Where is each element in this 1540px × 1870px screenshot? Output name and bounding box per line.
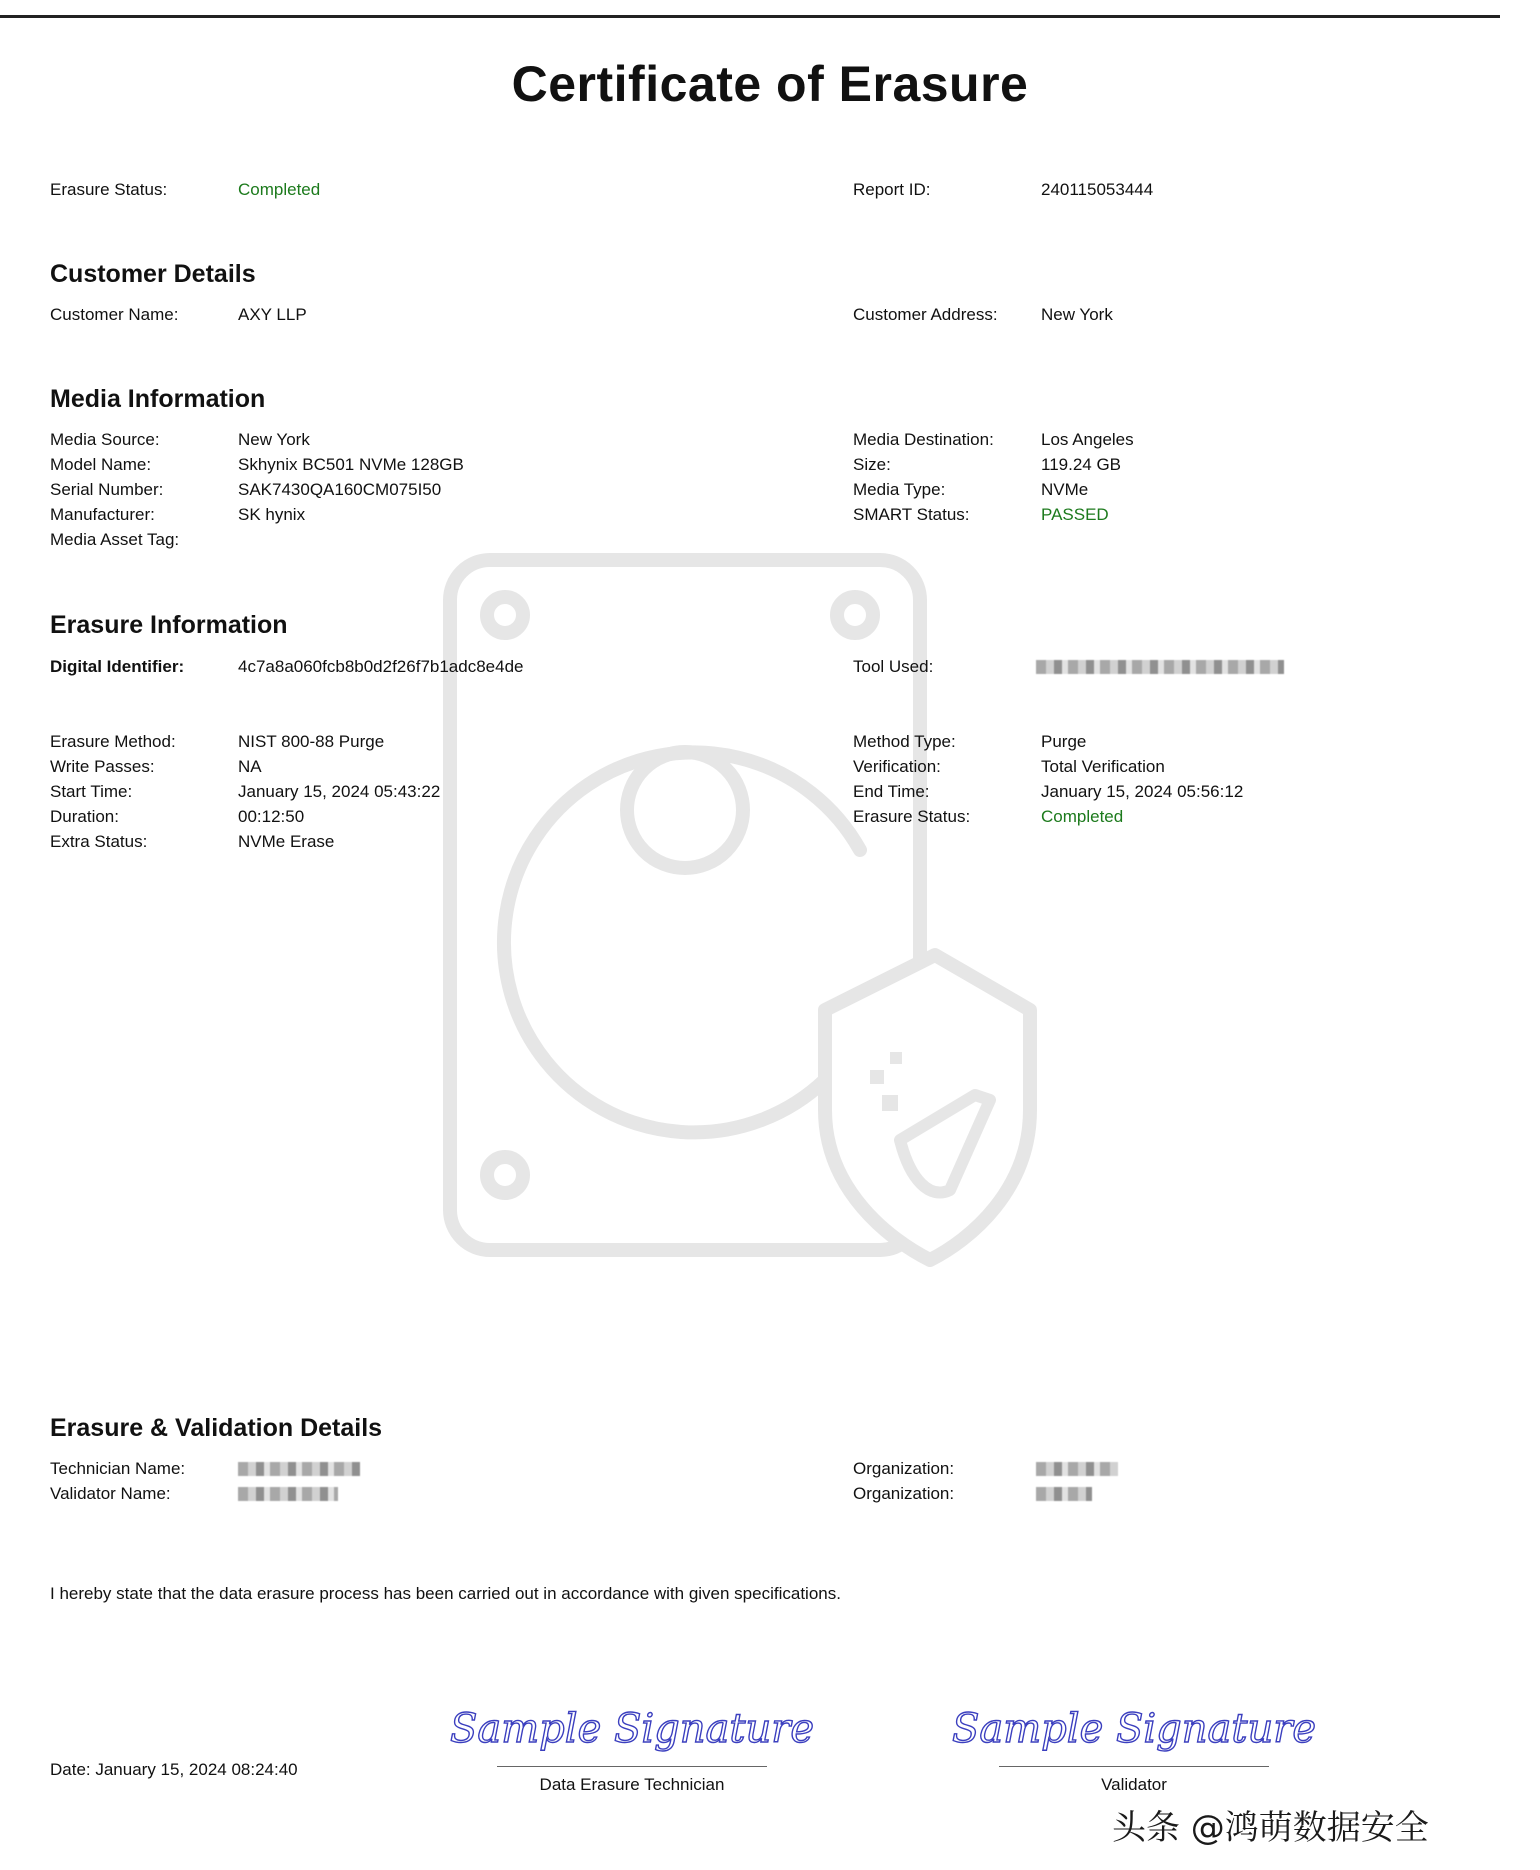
technician-signature-caption: Data Erasure Technician — [539, 1775, 725, 1794]
start-time-value: January 15, 2024 05:43:22 — [238, 782, 441, 801]
organization-label-2: Organization: — [853, 1484, 955, 1503]
organization-1-redacted — [1036, 1462, 1118, 1476]
validator-name-redacted — [238, 1487, 338, 1501]
serial-number-value: SAK7430QA160CM075I50 — [238, 480, 442, 499]
organization-label-1: Organization: — [853, 1459, 955, 1478]
method-type-value: Purge — [1041, 732, 1087, 751]
model-name-value: Skhynix BC501 NVMe 128GB — [238, 455, 464, 474]
manufacturer-value: SK hynix — [238, 505, 306, 524]
customer-name-value: AXY LLP — [238, 305, 307, 324]
technician-signature-text: Sample Signature — [449, 1706, 815, 1752]
validator-name-label: Validator Name: — [50, 1484, 171, 1503]
validator-signature-line — [999, 1766, 1269, 1767]
write-passes-value: NA — [238, 757, 262, 776]
serial-number-label: Serial Number: — [50, 480, 164, 499]
erasure-method-value: NIST 800-88 Purge — [238, 732, 385, 751]
media-type-label: Media Type: — [853, 480, 946, 499]
media-destination-label: Media Destination: — [853, 430, 994, 449]
declaration-statement: I hereby state that the data erasure process has been carried out in accordance with given specifications. — [50, 1584, 841, 1603]
hard-drive-shield-icon — [430, 540, 1050, 1280]
technician-signature-image — [449, 1690, 815, 1760]
validation-details-heading: Erasure & Validation Details — [50, 1414, 383, 1442]
top-rule — [0, 15, 1500, 18]
duration-value: 00:12:50 — [238, 807, 305, 826]
digital-identifier-value: 4c7a8a060fcb8b0d2f26f7b1adc8e4de — [238, 657, 524, 676]
customer-name-label: Customer Name: — [50, 305, 179, 324]
erasure-method-label: Erasure Method: — [50, 732, 176, 751]
media-source-label: Media Source: — [50, 430, 160, 449]
duration-label: Duration: — [50, 807, 119, 826]
customer-address-label: Customer Address: — [853, 305, 998, 324]
smart-status-value: PASSED — [1041, 505, 1109, 524]
start-time-label: Start Time: — [50, 782, 133, 801]
media-asset-tag-label: Media Asset Tag: — [50, 530, 180, 549]
technician-name-label: Technician Name: — [50, 1459, 186, 1478]
digital-identifier-label: Digital Identifier: — [50, 657, 185, 676]
media-information-heading: Media Information — [50, 385, 266, 413]
customer-address-value: New York — [1041, 305, 1113, 324]
manufacturer-label: Manufacturer: — [50, 505, 155, 524]
erasure-status-2-value: Completed — [1041, 807, 1124, 826]
media-source-value: New York — [238, 430, 310, 449]
validator-signature-text: Sample Signature — [951, 1706, 1317, 1752]
erasure-status-label: Erasure Status: — [50, 180, 168, 199]
verification-value: Total Verification — [1041, 757, 1165, 776]
write-passes-label: Write Passes: — [50, 757, 155, 776]
method-type-label: Method Type: — [853, 732, 956, 751]
technician-name-redacted — [238, 1462, 360, 1476]
validator-signature-caption: Validator — [1101, 1775, 1167, 1794]
size-value: 119.24 GB — [1041, 455, 1122, 474]
page-title: Certificate of Erasure — [511, 56, 1029, 112]
tool-used-label: Tool Used: — [853, 657, 934, 676]
validator-signature-block — [951, 1690, 1317, 1795]
erasure-status-value: Completed — [238, 180, 321, 199]
erasure-status-2-label: Erasure Status: — [853, 807, 971, 826]
report-id-label: Report ID: — [853, 180, 931, 199]
source-watermark-text: 头条 @鸿萌数据安全 — [1112, 1808, 1429, 1848]
validator-signature-image — [951, 1690, 1317, 1760]
media-destination-value: Los Angeles — [1041, 430, 1134, 449]
end-time-value: January 15, 2024 05:56:12 — [1041, 782, 1244, 801]
size-label: Size: — [853, 455, 891, 474]
organization-2-redacted — [1036, 1487, 1092, 1501]
report-id-value: 240115053444 — [1041, 180, 1154, 199]
verification-label: Verification: — [853, 757, 941, 776]
model-name-label: Model Name: — [50, 455, 152, 474]
customer-details-heading: Customer Details — [50, 260, 256, 288]
media-type-value: NVMe — [1041, 480, 1089, 499]
smart-status-label: SMART Status: — [853, 505, 970, 524]
extra-status-label: Extra Status: — [50, 832, 148, 851]
certificate-date: Date: January 15, 2024 08:24:40 — [50, 1760, 298, 1779]
technician-signature-line — [497, 1766, 767, 1767]
technician-signature-block — [449, 1690, 815, 1795]
extra-status-value: NVMe Erase — [238, 832, 335, 851]
end-time-label: End Time: — [853, 782, 930, 801]
erasure-information-heading: Erasure Information — [50, 611, 288, 639]
tool-used-redacted — [1036, 660, 1284, 674]
